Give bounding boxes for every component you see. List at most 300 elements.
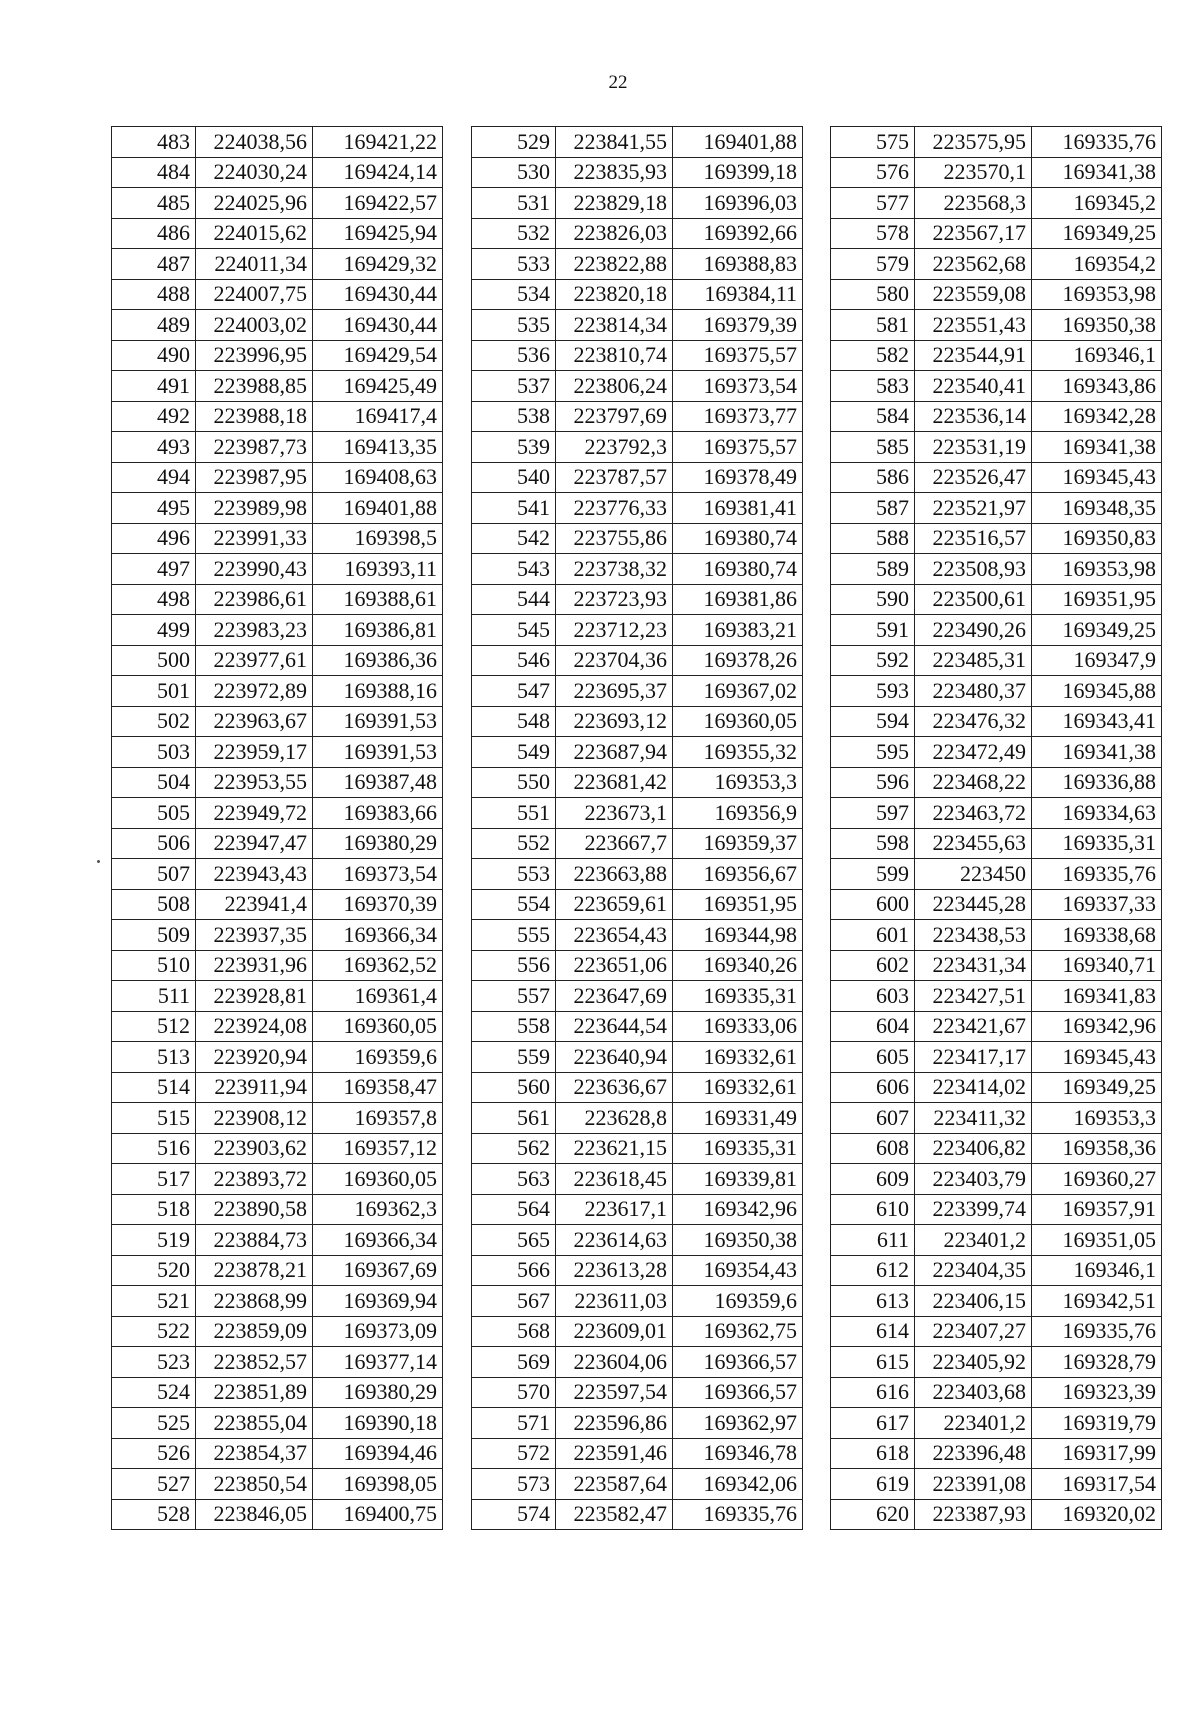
- point-number-cell: 584: [831, 401, 915, 432]
- point-number-cell: 506: [112, 828, 196, 859]
- point-number-cell: 523: [112, 1347, 196, 1378]
- y-coordinate-cell: 169335,76: [673, 1499, 803, 1530]
- y-coordinate-cell: 169354,2: [1032, 249, 1162, 280]
- point-number-cell: 607: [831, 1103, 915, 1134]
- table-row: [831, 1011, 1162, 1042]
- point-number-cell: 549: [472, 737, 556, 768]
- y-coordinate-cell: 169373,09: [313, 1316, 443, 1347]
- table-row: [112, 645, 443, 676]
- point-number-cell: 548: [472, 706, 556, 737]
- point-number-cell: 484: [112, 157, 196, 188]
- y-coordinate-cell: 169401,88: [313, 493, 443, 524]
- table-row: [472, 432, 803, 463]
- x-coordinate-cell: 223468,22: [915, 767, 1032, 798]
- y-coordinate-cell: 169353,98: [1032, 554, 1162, 585]
- x-coordinate-cell: 223738,32: [556, 554, 673, 585]
- point-number-cell: 610: [831, 1194, 915, 1225]
- x-coordinate-cell: 223723,93: [556, 584, 673, 615]
- y-coordinate-cell: 169398,5: [313, 523, 443, 554]
- y-coordinate-cell: 169317,54: [1032, 1469, 1162, 1500]
- y-coordinate-cell: 169356,9: [673, 798, 803, 829]
- table-row: [831, 1072, 1162, 1103]
- table-row: [112, 1011, 443, 1042]
- y-coordinate-cell: 169396,03: [673, 188, 803, 219]
- x-coordinate-cell: 223480,37: [915, 676, 1032, 707]
- y-coordinate-cell: 169336,88: [1032, 767, 1162, 798]
- x-coordinate-cell: 223485,31: [915, 645, 1032, 676]
- y-coordinate-cell: 169375,57: [673, 340, 803, 371]
- point-number-cell: 532: [472, 218, 556, 249]
- y-coordinate-cell: 169388,83: [673, 249, 803, 280]
- point-number-cell: 534: [472, 279, 556, 310]
- y-coordinate-cell: 169343,86: [1032, 371, 1162, 402]
- point-number-cell: 499: [112, 615, 196, 646]
- table-row: [831, 1286, 1162, 1317]
- table-row: [112, 279, 443, 310]
- x-coordinate-cell: 223427,51: [915, 981, 1032, 1012]
- x-coordinate-cell: 223614,63: [556, 1225, 673, 1256]
- table-row: [831, 157, 1162, 188]
- y-coordinate-cell: 169380,74: [673, 523, 803, 554]
- point-number-cell: 515: [112, 1103, 196, 1134]
- table-row: [112, 1286, 443, 1317]
- table-row: [472, 950, 803, 981]
- x-coordinate-cell: 223417,17: [915, 1042, 1032, 1073]
- table-row: [112, 432, 443, 463]
- x-coordinate-cell: 224038,56: [196, 127, 313, 158]
- table-row: [472, 615, 803, 646]
- x-coordinate-cell: 223596,86: [556, 1408, 673, 1439]
- y-coordinate-cell: 169356,67: [673, 859, 803, 890]
- point-number-cell: 518: [112, 1194, 196, 1225]
- x-coordinate-cell: 223568,3: [915, 188, 1032, 219]
- y-coordinate-cell: 169394,46: [313, 1438, 443, 1469]
- point-number-cell: 597: [831, 798, 915, 829]
- table-row: [472, 1316, 803, 1347]
- point-number-cell: 487: [112, 249, 196, 280]
- table-row: [831, 1316, 1162, 1347]
- x-coordinate-cell: 223776,33: [556, 493, 673, 524]
- point-number-cell: 581: [831, 310, 915, 341]
- y-coordinate-cell: 169342,96: [1032, 1011, 1162, 1042]
- point-number-cell: 566: [472, 1255, 556, 1286]
- point-number-cell: 570: [472, 1377, 556, 1408]
- y-coordinate-cell: 169342,06: [673, 1469, 803, 1500]
- table-row: [112, 950, 443, 981]
- y-coordinate-cell: 169359,37: [673, 828, 803, 859]
- point-number-cell: 556: [472, 950, 556, 981]
- x-coordinate-cell: 223663,88: [556, 859, 673, 890]
- point-number-cell: 569: [472, 1347, 556, 1378]
- x-coordinate-cell: 223941,4: [196, 889, 313, 920]
- table-row: [831, 1377, 1162, 1408]
- point-number-cell: 599: [831, 859, 915, 890]
- x-coordinate-cell: 223920,94: [196, 1042, 313, 1073]
- point-number-cell: 531: [472, 188, 556, 219]
- x-coordinate-cell: 223613,28: [556, 1255, 673, 1286]
- x-coordinate-cell: 224025,96: [196, 188, 313, 219]
- y-coordinate-cell: 169345,2: [1032, 188, 1162, 219]
- x-coordinate-cell: 223673,1: [556, 798, 673, 829]
- table-row: [112, 1469, 443, 1500]
- x-coordinate-cell: 223704,36: [556, 645, 673, 676]
- y-coordinate-cell: 169353,3: [673, 767, 803, 798]
- x-coordinate-cell: 223621,15: [556, 1133, 673, 1164]
- point-number-cell: 598: [831, 828, 915, 859]
- x-coordinate-cell: 223854,37: [196, 1438, 313, 1469]
- y-coordinate-cell: 169378,26: [673, 645, 803, 676]
- y-coordinate-cell: 169429,32: [313, 249, 443, 280]
- y-coordinate-cell: 169345,43: [1032, 1042, 1162, 1073]
- x-coordinate-cell: 223988,18: [196, 401, 313, 432]
- point-number-cell: 490: [112, 340, 196, 371]
- y-coordinate-cell: 169383,66: [313, 798, 443, 829]
- table-row: [831, 1133, 1162, 1164]
- point-number-cell: 503: [112, 737, 196, 768]
- y-coordinate-cell: 169345,43: [1032, 462, 1162, 493]
- y-coordinate-cell: 169335,76: [1032, 859, 1162, 890]
- table-row: [831, 737, 1162, 768]
- x-coordinate-cell: 223687,94: [556, 737, 673, 768]
- table-row: [112, 889, 443, 920]
- y-coordinate-cell: 169398,05: [313, 1469, 443, 1500]
- x-coordinate-cell: 223797,69: [556, 401, 673, 432]
- table-row: [472, 371, 803, 402]
- x-coordinate-cell: 223654,43: [556, 920, 673, 951]
- point-number-cell: 489: [112, 310, 196, 341]
- y-coordinate-cell: 169373,77: [673, 401, 803, 432]
- table-row: [831, 706, 1162, 737]
- y-coordinate-cell: 169384,11: [673, 279, 803, 310]
- x-coordinate-cell: 223591,46: [556, 1438, 673, 1469]
- x-coordinate-cell: 223908,12: [196, 1103, 313, 1134]
- y-coordinate-cell: 169349,25: [1032, 615, 1162, 646]
- y-coordinate-cell: 169380,29: [313, 828, 443, 859]
- table-row: [112, 676, 443, 707]
- x-coordinate-cell: 223846,05: [196, 1499, 313, 1530]
- table-row: [472, 920, 803, 951]
- x-coordinate-cell: 223414,02: [915, 1072, 1032, 1103]
- y-coordinate-cell: 169362,52: [313, 950, 443, 981]
- point-number-cell: 538: [472, 401, 556, 432]
- x-coordinate-cell: 223401,2: [915, 1225, 1032, 1256]
- point-number-cell: 589: [831, 554, 915, 585]
- table-row: [831, 645, 1162, 676]
- table-row: [831, 889, 1162, 920]
- table-row: [112, 157, 443, 188]
- table-row: [112, 1377, 443, 1408]
- table-row: [112, 371, 443, 402]
- y-coordinate-cell: 169342,28: [1032, 401, 1162, 432]
- y-coordinate-cell: 169424,14: [313, 157, 443, 188]
- point-number-cell: 519: [112, 1225, 196, 1256]
- y-coordinate-cell: 169334,63: [1032, 798, 1162, 829]
- table-row: [831, 584, 1162, 615]
- scan-speck: [97, 860, 100, 863]
- y-coordinate-cell: 169359,6: [673, 1286, 803, 1317]
- table-row: [831, 981, 1162, 1012]
- y-coordinate-cell: 169359,6: [313, 1042, 443, 1073]
- x-coordinate-cell: 223521,97: [915, 493, 1032, 524]
- y-coordinate-cell: 169373,54: [313, 859, 443, 890]
- y-coordinate-cell: 169357,8: [313, 1103, 443, 1134]
- x-coordinate-cell: 223609,01: [556, 1316, 673, 1347]
- y-coordinate-cell: 169320,02: [1032, 1499, 1162, 1530]
- y-coordinate-cell: 169358,47: [313, 1072, 443, 1103]
- point-number-cell: 492: [112, 401, 196, 432]
- x-coordinate-cell: 223526,47: [915, 462, 1032, 493]
- x-coordinate-cell: 223582,47: [556, 1499, 673, 1530]
- point-number-cell: 567: [472, 1286, 556, 1317]
- point-number-cell: 561: [472, 1103, 556, 1134]
- x-coordinate-cell: 223562,68: [915, 249, 1032, 280]
- table-row: [472, 1164, 803, 1195]
- y-coordinate-cell: 169408,63: [313, 462, 443, 493]
- table-row: [472, 798, 803, 829]
- point-number-cell: 522: [112, 1316, 196, 1347]
- y-coordinate-cell: 169344,98: [673, 920, 803, 951]
- x-coordinate-cell: 223693,12: [556, 706, 673, 737]
- point-number-cell: 555: [472, 920, 556, 951]
- y-coordinate-cell: 169323,39: [1032, 1377, 1162, 1408]
- x-coordinate-cell: 223841,55: [556, 127, 673, 158]
- x-coordinate-cell: 223411,32: [915, 1103, 1032, 1134]
- point-number-cell: 553: [472, 859, 556, 890]
- table-row: [112, 767, 443, 798]
- point-number-cell: 526: [112, 1438, 196, 1469]
- point-number-cell: 611: [831, 1225, 915, 1256]
- y-coordinate-cell: 169339,81: [673, 1164, 803, 1195]
- point-number-cell: 596: [831, 767, 915, 798]
- table-row: [472, 554, 803, 585]
- table-row: [112, 310, 443, 341]
- table-row: [831, 859, 1162, 890]
- x-coordinate-cell: 223829,18: [556, 188, 673, 219]
- y-coordinate-cell: 169379,39: [673, 310, 803, 341]
- table-row: [472, 249, 803, 280]
- y-coordinate-cell: 169350,38: [673, 1225, 803, 1256]
- x-coordinate-cell: 223618,45: [556, 1164, 673, 1195]
- x-coordinate-cell: 223820,18: [556, 279, 673, 310]
- y-coordinate-cell: 169333,06: [673, 1011, 803, 1042]
- table-row: [112, 859, 443, 890]
- point-number-cell: 588: [831, 523, 915, 554]
- x-coordinate-cell: 223540,41: [915, 371, 1032, 402]
- y-coordinate-cell: 169360,27: [1032, 1164, 1162, 1195]
- table-row: [112, 1225, 443, 1256]
- x-coordinate-cell: 223868,99: [196, 1286, 313, 1317]
- x-coordinate-cell: 223851,89: [196, 1377, 313, 1408]
- x-coordinate-cell: 223988,85: [196, 371, 313, 402]
- table-row: [112, 188, 443, 219]
- table-row: [472, 1255, 803, 1286]
- table-row: [112, 462, 443, 493]
- point-number-cell: 529: [472, 127, 556, 158]
- y-coordinate-cell: 169332,61: [673, 1072, 803, 1103]
- table-row: [472, 493, 803, 524]
- y-coordinate-cell: 169341,83: [1032, 981, 1162, 1012]
- point-number-cell: 504: [112, 767, 196, 798]
- table-row: [472, 889, 803, 920]
- y-coordinate-cell: 169362,75: [673, 1316, 803, 1347]
- y-coordinate-cell: 169341,38: [1032, 737, 1162, 768]
- x-coordinate-cell: 223387,93: [915, 1499, 1032, 1530]
- point-number-cell: 602: [831, 950, 915, 981]
- y-coordinate-cell: 169367,69: [313, 1255, 443, 1286]
- x-coordinate-cell: 223406,15: [915, 1286, 1032, 1317]
- page-number: 22: [608, 72, 628, 93]
- point-number-cell: 574: [472, 1499, 556, 1530]
- point-number-cell: 545: [472, 615, 556, 646]
- point-number-cell: 516: [112, 1133, 196, 1164]
- x-coordinate-cell: 223835,93: [556, 157, 673, 188]
- y-coordinate-cell: 169383,21: [673, 615, 803, 646]
- point-number-cell: 558: [472, 1011, 556, 1042]
- x-coordinate-cell: 223787,57: [556, 462, 673, 493]
- x-coordinate-cell: 223575,95: [915, 127, 1032, 158]
- point-number-cell: 493: [112, 432, 196, 463]
- point-number-cell: 491: [112, 371, 196, 402]
- x-coordinate-cell: 223636,67: [556, 1072, 673, 1103]
- x-coordinate-cell: 224011,34: [196, 249, 313, 280]
- point-number-cell: 551: [472, 798, 556, 829]
- table-row: [112, 1255, 443, 1286]
- x-coordinate-cell: 223445,28: [915, 889, 1032, 920]
- y-coordinate-cell: 169346,1: [1032, 340, 1162, 371]
- x-coordinate-cell: 223597,54: [556, 1377, 673, 1408]
- point-number-cell: 615: [831, 1347, 915, 1378]
- y-coordinate-cell: 169335,76: [1032, 127, 1162, 158]
- point-number-cell: 593: [831, 676, 915, 707]
- x-coordinate-cell: 223403,79: [915, 1164, 1032, 1195]
- point-number-cell: 511: [112, 981, 196, 1012]
- point-number-cell: 520: [112, 1255, 196, 1286]
- point-number-cell: 601: [831, 920, 915, 951]
- point-number-cell: 608: [831, 1133, 915, 1164]
- table-row: [831, 249, 1162, 280]
- point-number-cell: 524: [112, 1377, 196, 1408]
- table-row: [831, 371, 1162, 402]
- point-number-cell: 510: [112, 950, 196, 981]
- y-coordinate-cell: 169429,54: [313, 340, 443, 371]
- point-number-cell: 528: [112, 1499, 196, 1530]
- point-number-cell: 508: [112, 889, 196, 920]
- point-number-cell: 550: [472, 767, 556, 798]
- x-coordinate-cell: 223987,95: [196, 462, 313, 493]
- table-row: [472, 1072, 803, 1103]
- point-number-cell: 586: [831, 462, 915, 493]
- x-coordinate-cell: 223977,61: [196, 645, 313, 676]
- table-row: [831, 1469, 1162, 1500]
- point-number-cell: 546: [472, 645, 556, 676]
- point-number-cell: 483: [112, 127, 196, 158]
- x-coordinate-cell: 223810,74: [556, 340, 673, 371]
- table-row: [112, 798, 443, 829]
- x-coordinate-cell: 223855,04: [196, 1408, 313, 1439]
- point-number-cell: 496: [112, 523, 196, 554]
- x-coordinate-cell: 223570,1: [915, 157, 1032, 188]
- x-coordinate-cell: 223972,89: [196, 676, 313, 707]
- x-coordinate-cell: 223508,93: [915, 554, 1032, 585]
- y-coordinate-cell: 169340,26: [673, 950, 803, 981]
- y-coordinate-cell: 169361,4: [313, 981, 443, 1012]
- table-row: [472, 1103, 803, 1134]
- point-number-cell: 527: [112, 1469, 196, 1500]
- table-row: [831, 1499, 1162, 1530]
- y-coordinate-cell: 169349,25: [1032, 1072, 1162, 1103]
- y-coordinate-cell: 169357,91: [1032, 1194, 1162, 1225]
- point-number-cell: 612: [831, 1255, 915, 1286]
- y-coordinate-cell: 169369,94: [313, 1286, 443, 1317]
- x-coordinate-cell: 223859,09: [196, 1316, 313, 1347]
- x-coordinate-cell: 223695,37: [556, 676, 673, 707]
- table-row: [472, 981, 803, 1012]
- table-row: [112, 1408, 443, 1439]
- table-row: [472, 218, 803, 249]
- y-coordinate-cell: 169350,38: [1032, 310, 1162, 341]
- y-coordinate-cell: 169338,68: [1032, 920, 1162, 951]
- point-number-cell: 617: [831, 1408, 915, 1439]
- x-coordinate-cell: 223826,03: [556, 218, 673, 249]
- point-number-cell: 600: [831, 889, 915, 920]
- point-number-cell: 583: [831, 371, 915, 402]
- x-coordinate-cell: 223531,19: [915, 432, 1032, 463]
- table-row: [472, 1408, 803, 1439]
- y-coordinate-cell: 169386,81: [313, 615, 443, 646]
- x-coordinate-cell: 223404,35: [915, 1255, 1032, 1286]
- x-coordinate-cell: 223814,34: [556, 310, 673, 341]
- point-number-cell: 517: [112, 1164, 196, 1195]
- y-coordinate-cell: 169350,83: [1032, 523, 1162, 554]
- x-coordinate-cell: 223628,8: [556, 1103, 673, 1134]
- table-row: [472, 584, 803, 615]
- coordinates-table-3: [830, 126, 1162, 1530]
- y-coordinate-cell: 169375,57: [673, 432, 803, 463]
- y-coordinate-cell: 169378,49: [673, 462, 803, 493]
- table-row: [472, 1469, 803, 1500]
- x-coordinate-cell: 223438,53: [915, 920, 1032, 951]
- x-coordinate-cell: 223822,88: [556, 249, 673, 280]
- y-coordinate-cell: 169413,35: [313, 432, 443, 463]
- x-coordinate-cell: 223953,55: [196, 767, 313, 798]
- x-coordinate-cell: 223391,08: [915, 1469, 1032, 1500]
- x-coordinate-cell: 223963,67: [196, 706, 313, 737]
- table-row: [112, 1133, 443, 1164]
- point-number-cell: 497: [112, 554, 196, 585]
- point-number-cell: 594: [831, 706, 915, 737]
- table-row: [472, 676, 803, 707]
- x-coordinate-cell: 223712,23: [556, 615, 673, 646]
- point-number-cell: 488: [112, 279, 196, 310]
- x-coordinate-cell: 223990,43: [196, 554, 313, 585]
- table-row: [831, 340, 1162, 371]
- x-coordinate-cell: 223567,17: [915, 218, 1032, 249]
- y-coordinate-cell: 169317,99: [1032, 1438, 1162, 1469]
- table-row: [472, 767, 803, 798]
- point-number-cell: 541: [472, 493, 556, 524]
- x-coordinate-cell: 223755,86: [556, 523, 673, 554]
- point-number-cell: 495: [112, 493, 196, 524]
- point-number-cell: 562: [472, 1133, 556, 1164]
- table-row: [831, 188, 1162, 219]
- table-row: [831, 828, 1162, 859]
- x-coordinate-cell: 223996,95: [196, 340, 313, 371]
- point-number-cell: 595: [831, 737, 915, 768]
- x-coordinate-cell: 223450: [915, 859, 1032, 890]
- y-coordinate-cell: 169328,79: [1032, 1347, 1162, 1378]
- x-coordinate-cell: 223659,61: [556, 889, 673, 920]
- y-coordinate-cell: 169390,18: [313, 1408, 443, 1439]
